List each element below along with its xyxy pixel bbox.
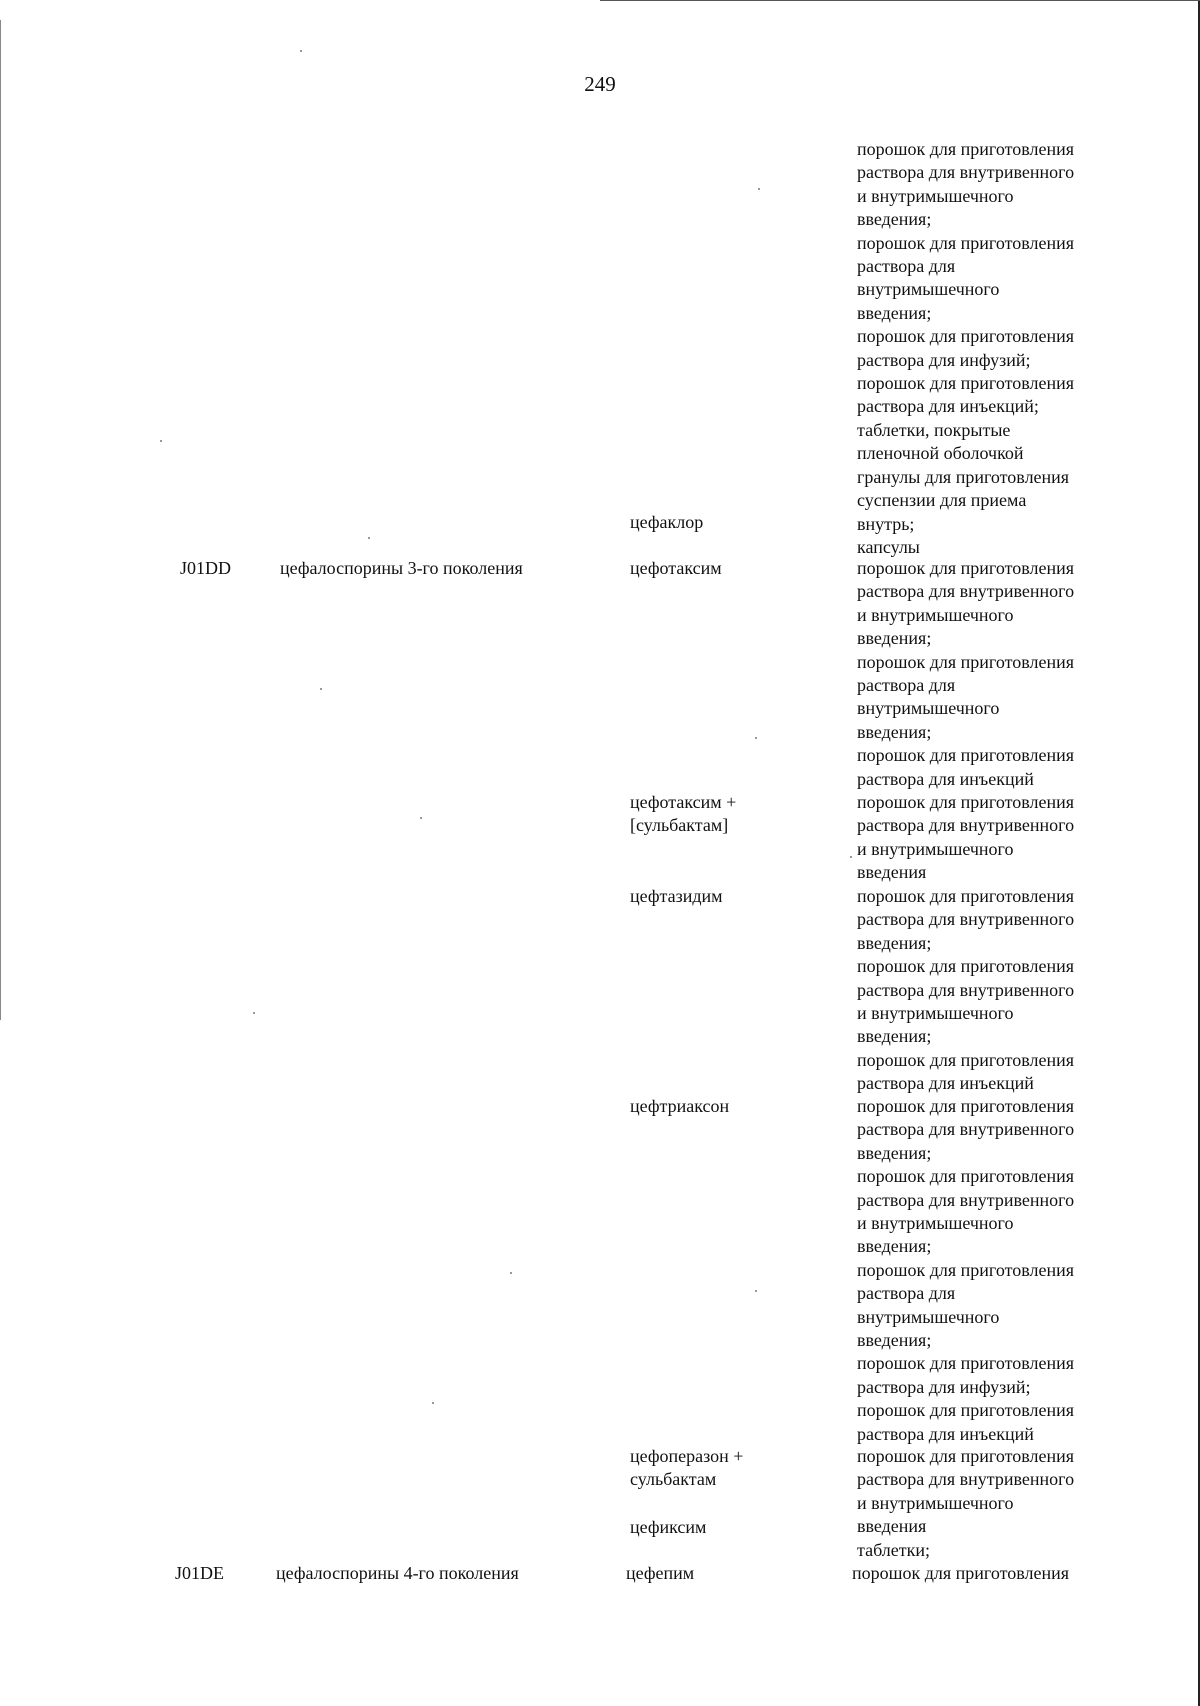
form-line: введения — [857, 1516, 927, 1537]
drug-name: цефотаксим — [630, 558, 722, 578]
drug-name: цефтазидим — [630, 886, 723, 906]
form-line: суспензии для приема — [857, 490, 1027, 511]
scan-speck — [420, 817, 422, 819]
form-line: введения; — [857, 1142, 932, 1163]
form-line: введения; — [857, 302, 932, 323]
scan-speck — [160, 440, 162, 442]
form-line: порошок для приготовления — [857, 1096, 1075, 1116]
ceftazidime-forms — [857, 885, 1157, 1096]
form-line: раствора для внутривенного — [857, 1119, 1075, 1140]
scan-border — [0, 20, 1, 1020]
atc-group-name: цефалоспорины 4-го поколения — [276, 1563, 519, 1583]
form-line: введения; — [857, 628, 932, 649]
cefotaxime-forms — [857, 557, 1157, 791]
form-line: порошок для приготовления — [857, 651, 1075, 672]
scan-speck — [510, 1272, 512, 1274]
drug-name: цефтриаксон — [630, 1096, 730, 1116]
scan-border — [600, 0, 1200, 1]
form-line: раствора для — [857, 1283, 956, 1304]
scan-speck — [758, 188, 760, 190]
drug-name — [630, 791, 830, 838]
form-line: и внутримышечного — [857, 1213, 1014, 1234]
form-line: порошок для приготовления — [852, 1563, 1070, 1583]
form-line: раствора для внутривенного — [857, 909, 1075, 930]
form-line: порошок для приготовления — [857, 373, 1075, 394]
form-line: раствора для внутривенного — [857, 1469, 1075, 1490]
form-line: раствора для внутривенного — [857, 162, 1075, 183]
drug-name-line: [сульбактам] — [630, 815, 729, 836]
form-line: порошок для приготовления — [857, 232, 1075, 253]
form-line: раствора для инъекций — [857, 768, 1034, 789]
form-line: и внутримышечного — [857, 1003, 1014, 1024]
form-line: раствора для — [857, 675, 956, 696]
form-line: порошок для приготовления — [857, 1049, 1075, 1070]
form-line: раствора для инфузий; — [857, 1376, 1031, 1397]
form-line: порошок для приготовления — [857, 1446, 1075, 1466]
form-line: порошок для приготовления — [857, 1166, 1075, 1187]
cefaclor-forms — [857, 466, 1157, 560]
cefepime-forms — [852, 1562, 1152, 1585]
form-line: порошок для приготовления — [857, 139, 1075, 159]
form-line: введения; — [857, 932, 932, 953]
scan-speck — [253, 1012, 255, 1014]
form-line: внутримышечного — [857, 1306, 1000, 1327]
cefotaxime-sulbactam-forms — [857, 791, 1157, 885]
form-line: пленочной оболочкой — [857, 443, 1024, 464]
form-line: порошок для приготовления — [857, 1353, 1075, 1374]
drug-name: цефиксим — [630, 1517, 707, 1537]
form-line: раствора для инфузий; — [857, 349, 1031, 370]
form-line: введения; — [857, 1330, 932, 1351]
form-line: введения; — [857, 1236, 932, 1257]
form-line: раствора для инъекций — [857, 1423, 1034, 1444]
form-line: и внутримышечного — [857, 838, 1014, 859]
scan-speck — [432, 1402, 434, 1404]
form-line: раствора для внутривенного — [857, 1189, 1075, 1210]
atc-group-name: цефалоспорины 3-го поколения — [280, 558, 523, 578]
scan-speck — [755, 1290, 757, 1292]
drug-name-line: сульбактам — [630, 1469, 717, 1490]
scan-speck — [368, 537, 370, 539]
cefoperazone-sulbactam-forms — [857, 1445, 1157, 1539]
scan-speck — [850, 856, 852, 858]
form-line: раствора для — [857, 256, 956, 277]
drug-name-line: цефотаксим + — [630, 792, 737, 812]
form-line: введения — [857, 862, 927, 883]
form-line: введения; — [857, 209, 932, 230]
form-line: порошок для приготовления — [857, 792, 1075, 812]
form-line: таблетки, покрытые — [857, 419, 1011, 440]
form-line: порошок для приготовления — [857, 558, 1075, 578]
form-line: раствора для инъекций; — [857, 396, 1039, 417]
form-line: внутрь; — [857, 513, 915, 534]
drug-name: цефаклор — [630, 512, 704, 532]
form-line: порошок для приготовления — [857, 1400, 1075, 1421]
ceftriaxone-forms — [857, 1095, 1157, 1446]
form-line: введения; — [857, 1026, 932, 1047]
form-line: и внутримышечного — [857, 185, 1014, 206]
scan-speck — [755, 737, 757, 739]
form-line: внутримышечного — [857, 698, 1000, 719]
form-line: раствора для внутривенного — [857, 581, 1075, 602]
form-line: капсулы — [857, 537, 920, 558]
form-line: порошок для приготовления — [857, 1259, 1075, 1280]
form-line: таблетки; — [857, 1540, 931, 1560]
form-line: порошок для приготовления — [857, 886, 1075, 906]
form-line: внутримышечного — [857, 279, 1000, 300]
scan-speck — [300, 50, 302, 52]
drug-name — [630, 1445, 830, 1492]
form-line: порошок для приготовления — [857, 956, 1075, 977]
form-line: введения; — [857, 721, 932, 742]
form-line: и внутримышечного — [857, 1492, 1014, 1513]
atc-code: J01DE — [175, 1563, 224, 1583]
page-number: 249 — [584, 72, 616, 96]
form-line: гранулы для приготовления — [857, 467, 1070, 487]
form-line: раствора для инъекций — [857, 1073, 1034, 1094]
cefixime-forms — [857, 1539, 1157, 1562]
drug-name: цефепим — [626, 1563, 695, 1583]
drug-name-line: цефоперазон + — [630, 1446, 744, 1466]
scan-speck — [320, 688, 322, 690]
atc-code: J01DD — [180, 558, 232, 578]
form-line: и внутримышечного — [857, 604, 1014, 625]
forms-continued — [857, 138, 1157, 466]
form-line: порошок для приготовления — [857, 745, 1075, 766]
form-line: раствора для внутривенного — [857, 815, 1075, 836]
form-line: раствора для внутривенного — [857, 979, 1075, 1000]
form-line: порошок для приготовления — [857, 326, 1075, 347]
